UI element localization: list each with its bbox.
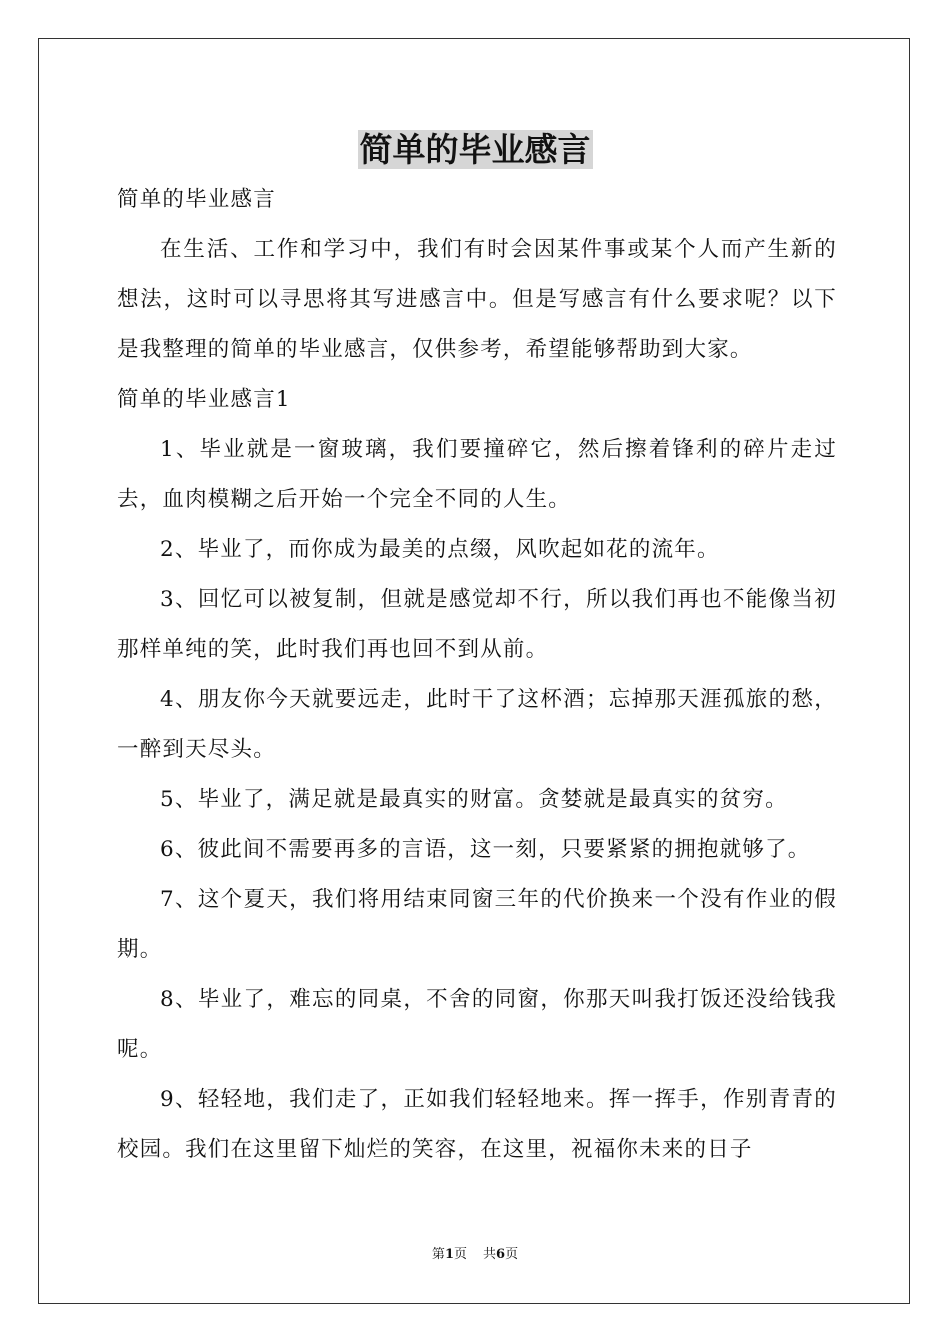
document-title: 简单的毕业感言 <box>359 130 591 169</box>
paragraph-item-6: 6、彼此间不需要再多的言语，这一刻，只要紧紧的拥抱就够了。 <box>160 837 811 862</box>
paragraph-item-2: 2、毕业了，而你成为最美的点缀，风吹起如花的流年。 <box>160 537 720 562</box>
paragraph-item-4: 4、朋友你今天就要远走，此时干了这杯酒；忘掉那天涯孤旅的愁，一醉到天尽头。 <box>117 687 837 762</box>
page-prefix: 第 <box>431 1247 445 1262</box>
paragraph-item-9: 9、轻轻地，我们走了，正如我们轻轻地来。挥一挥手，作别青青的校园。我们在这里留下灿烂的笑容，在这里，祝福你未来的日子 <box>117 1087 837 1162</box>
page-unit: 页 <box>453 1247 467 1262</box>
paragraph-item-3: 3、回忆可以被复制，但就是感觉却不行，所以我们再也不能像当初那样单纯的笑，此时我们再也回不到从前。 <box>117 587 837 662</box>
document-title-block <box>0 127 950 173</box>
document-body <box>117 175 837 1175</box>
section-heading: 简单的毕业感言1 <box>117 387 291 412</box>
paragraph-item-1: 1、毕业就是一窗玻璃，我们要撞碎它，然后擦着锋利的碎片走过去，血肉模糊之后开始一个完全不同的人生。 <box>117 437 837 512</box>
paragraph-intro: 在生活、工作和学习中，我们有时会因某件事或某个人而产生新的想法，这时可以寻思将其写进感言中。但是写感言有什么要求呢？以下是我整理的简单的毕业感言，仅供参考，希望能够帮助到大家。 <box>117 237 837 362</box>
paragraph-subtitle: 简单的毕业感言 <box>117 187 276 212</box>
paragraph-item-5: 5、毕业了，满足就是最真实的财富。贪婪就是最真实的贫穷。 <box>160 787 788 812</box>
total-unit: 页 <box>505 1247 519 1262</box>
paragraph-item-8: 8、毕业了，难忘的同桌，不舍的同窗，你那天叫我打饭还没给钱我呢。 <box>117 987 837 1062</box>
paragraph-item-7: 7、这个夏天，我们将用结束同窗三年的代价换来一个没有作业的假期。 <box>117 887 837 962</box>
page-footer <box>0 1245 950 1265</box>
page-total: 6 <box>496 1247 506 1262</box>
total-prefix: 共 <box>483 1247 497 1262</box>
page-current: 1 <box>444 1247 454 1262</box>
